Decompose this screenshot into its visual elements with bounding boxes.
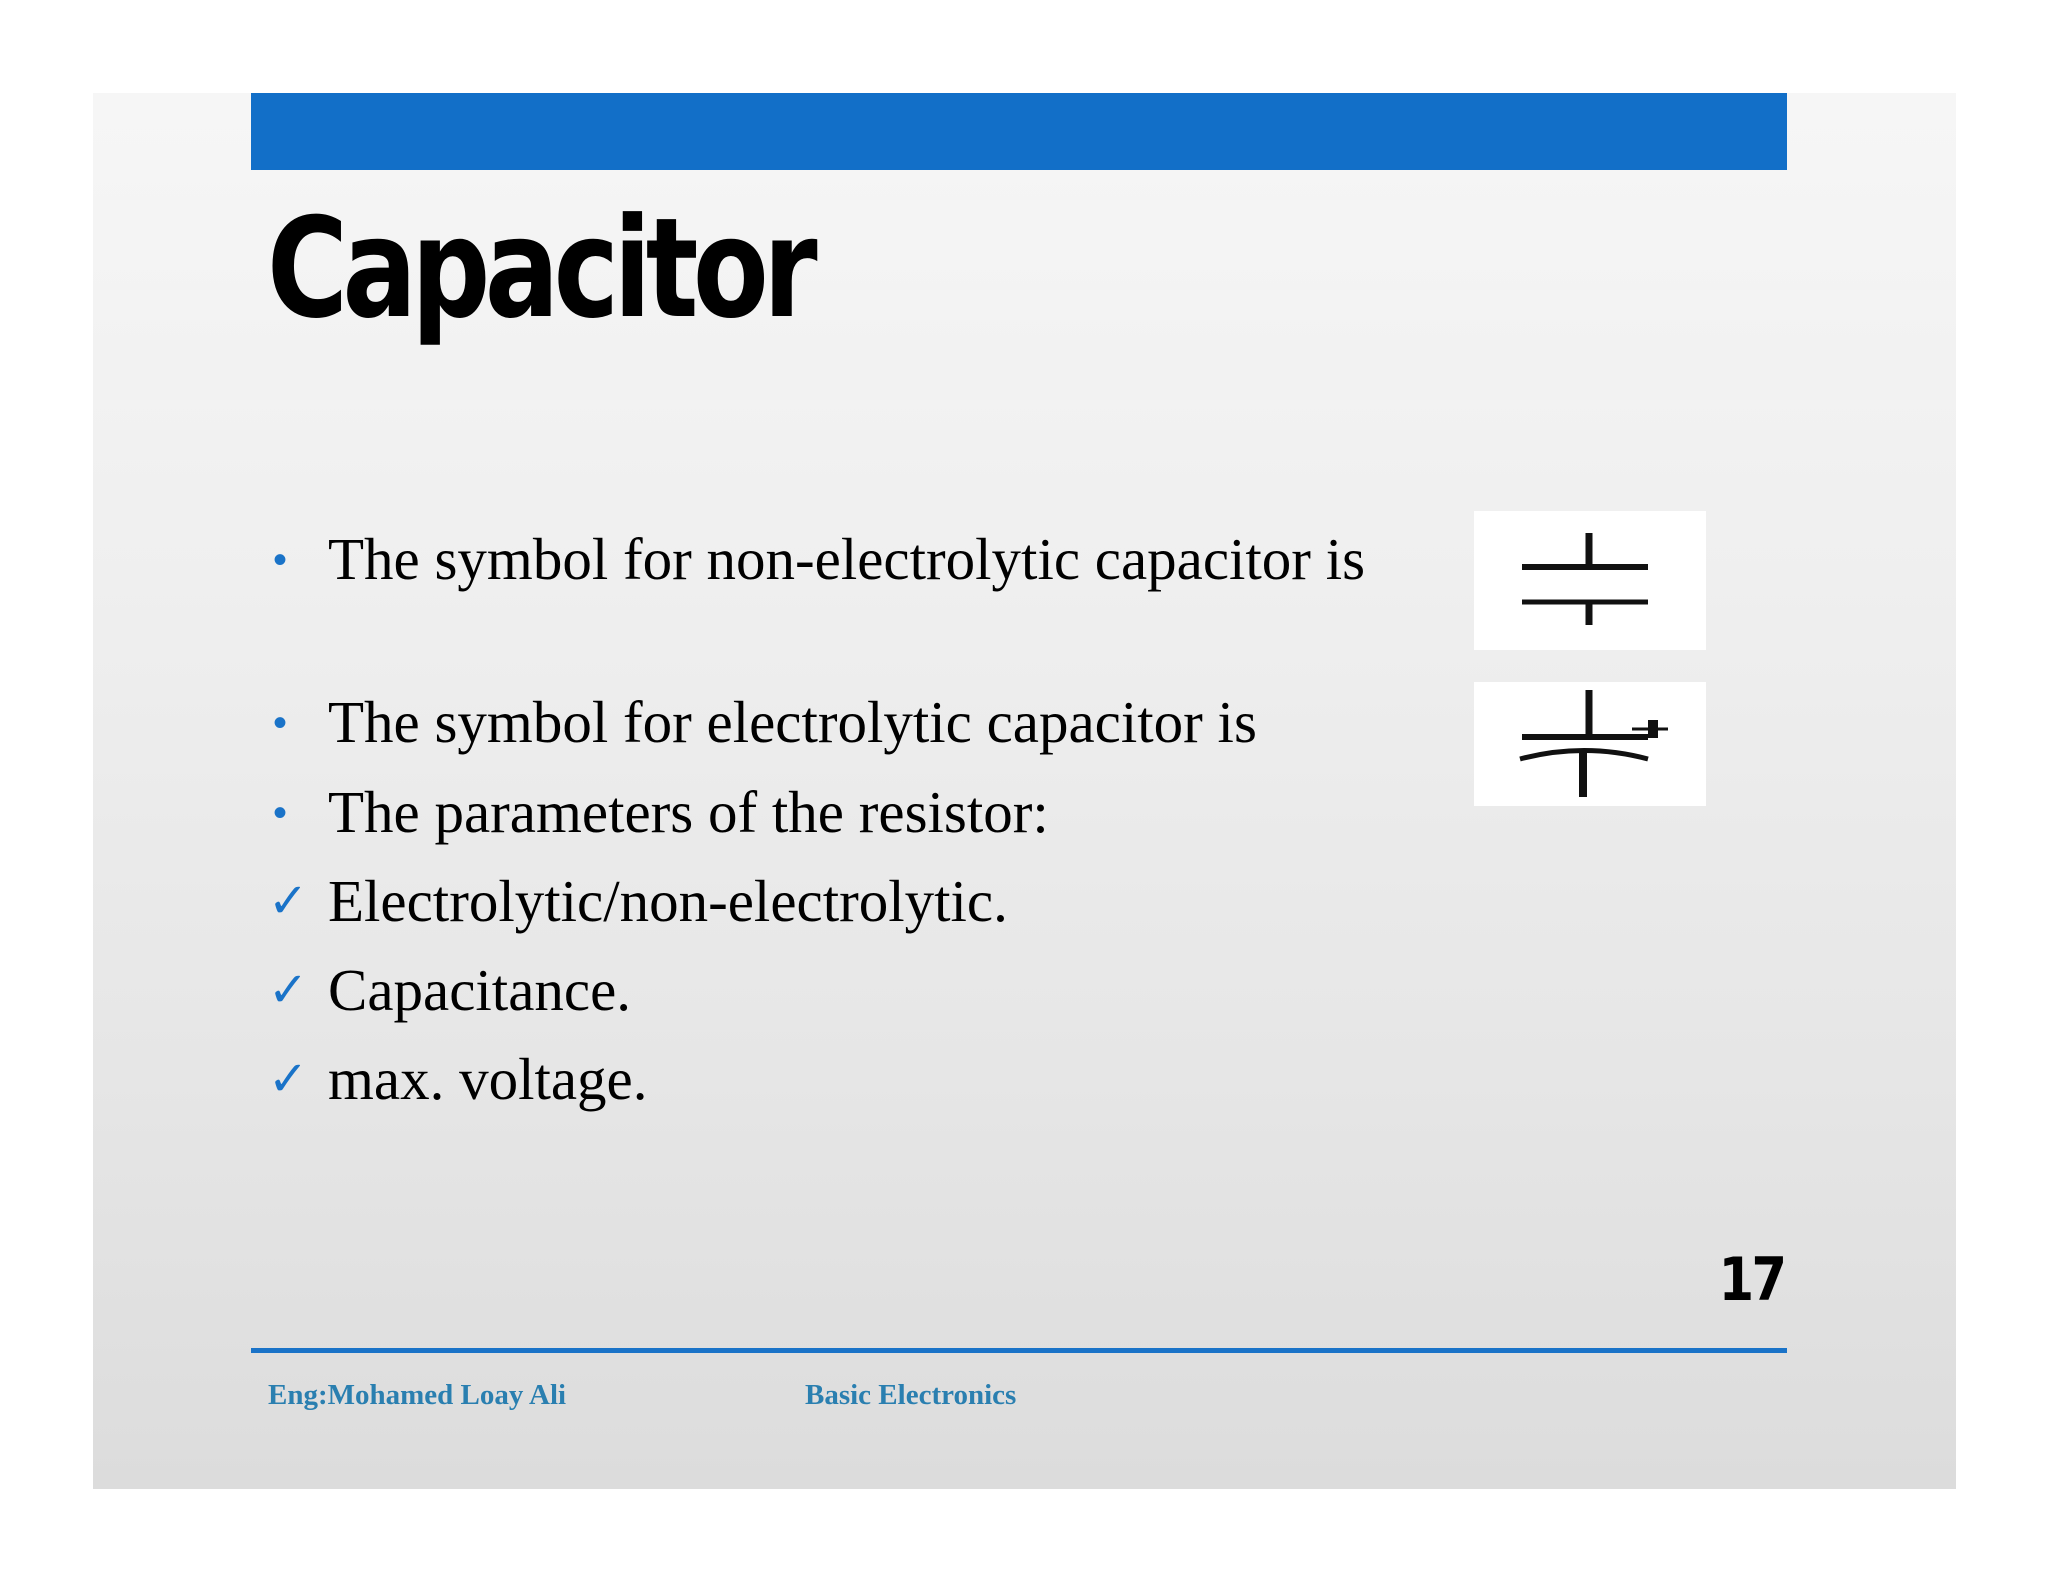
footer-author: Eng:Mohamed Loay Ali <box>268 1379 567 1411</box>
non-electrolytic-capacitor-symbol <box>1474 511 1706 650</box>
footer-course: Basic Electronics <box>805 1379 1017 1411</box>
bullet-dot-icon: • <box>273 791 288 835</box>
electrolytic-capacitor-symbol-icon <box>1474 682 1706 806</box>
check-item <box>268 1044 648 1114</box>
bullet-item <box>268 524 1365 595</box>
check-text: Capacitance. <box>328 957 632 1023</box>
slide <box>93 93 1956 1489</box>
slide-title: Capacitor <box>267 188 812 349</box>
bullet-text: The symbol for electrolytic capacitor is <box>328 689 1257 755</box>
bullet-dot-icon: • <box>273 701 288 745</box>
page-number: 17 <box>1718 1245 1784 1315</box>
capacitor-symbol-icon <box>1474 511 1706 650</box>
footer-divider <box>251 1348 1787 1353</box>
checkmark-icon: ✓ <box>268 873 309 929</box>
check-text: max. voltage. <box>328 1046 648 1112</box>
check-text: Electrolytic/non-electrolytic. <box>328 868 1008 934</box>
bullet-text: The parameters of the resistor: <box>328 779 1049 845</box>
bullet-item <box>268 687 1257 758</box>
check-item <box>268 866 1008 936</box>
electrolytic-capacitor-symbol <box>1474 682 1706 806</box>
checkmark-icon: ✓ <box>268 962 309 1018</box>
checkmark-icon: ✓ <box>268 1051 309 1107</box>
bullet-item <box>268 777 1049 848</box>
bullet-dot-icon: • <box>273 538 288 582</box>
bullet-text: The symbol for non-electrolytic capacitor is <box>328 526 1366 592</box>
check-item <box>268 955 631 1025</box>
header-accent-bar <box>251 93 1787 170</box>
